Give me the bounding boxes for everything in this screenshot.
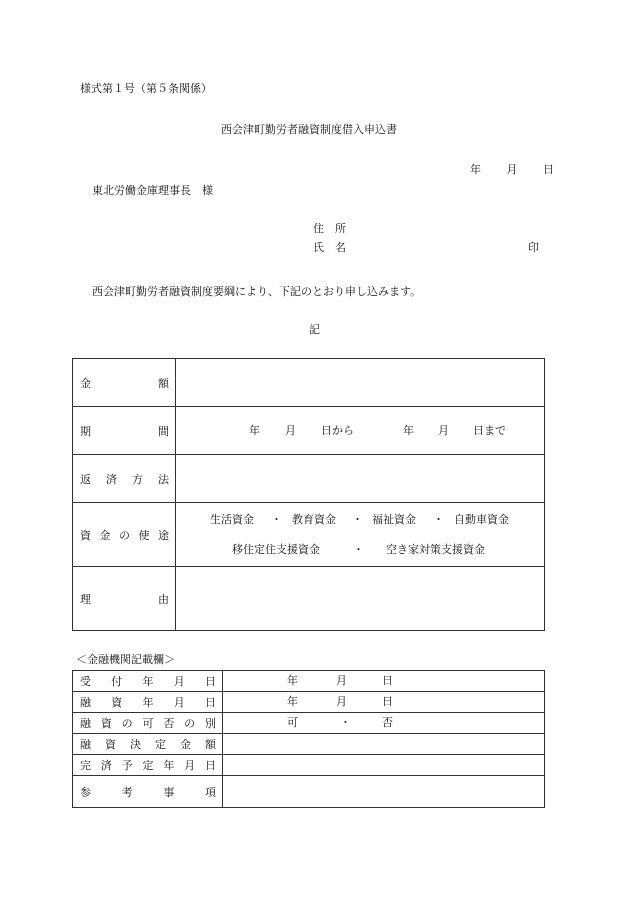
option-welfare[interactable]: 福祉資金 (372, 512, 416, 526)
repayment-row (73, 455, 545, 503)
date-year: 年 (470, 163, 481, 176)
purpose-row (73, 503, 545, 567)
reject-option[interactable]: 否 (382, 716, 393, 729)
amount-label: 金 額 (73, 359, 176, 407)
option-living[interactable]: 生活資金 (210, 512, 254, 526)
bank-table (72, 670, 545, 808)
loan-date-field[interactable]: 年 月 日 (223, 692, 545, 713)
bank-section-heading: ＜金融機関記載欄＞ (76, 653, 175, 666)
approve-option[interactable]: 可 (287, 716, 298, 729)
reason-label: 理 由 (73, 567, 176, 631)
bank-row-approval: 融 資 の 可 否 の 別 可 ・ 否 (73, 713, 545, 734)
period-field[interactable]: 年 月 日から 年 月 日まで (176, 407, 545, 455)
purpose-label: 資 金 の 使 途 (73, 503, 176, 567)
approval-field: 可 ・ 否 (223, 713, 545, 734)
completion-date-field[interactable] (223, 755, 545, 776)
address-label: 住 所 (313, 222, 346, 235)
form-title: 西会津町勤労者融資制度借入申込書 (221, 123, 397, 136)
seal-mark: 印 (528, 241, 539, 254)
notes-field[interactable] (223, 776, 545, 808)
application-statement: 西会津町勤労者融資制度要綱により、下記のとおり申し込みます。 (92, 285, 422, 298)
ki-heading: 記 (309, 323, 320, 336)
amount-field[interactable] (176, 359, 545, 407)
form-number: 様式第１号（第５条関係） (80, 82, 212, 95)
decided-amount-field[interactable] (223, 734, 545, 755)
addressee: 東北労働金庫理事長 様 (92, 184, 213, 197)
application-table (72, 358, 545, 631)
purpose-options: 生活資金 ・ 教育資金 ・ 福祉資金 ・ 自動車資金 移住定住支援資金 ・ 空き家対策支援資金 (176, 503, 545, 567)
reason-row (73, 567, 545, 631)
option-education[interactable]: 教育資金 (292, 512, 336, 526)
amount-row (73, 359, 545, 407)
bank-row-received-date: 受 付 年 月 日 年 月 日 (73, 671, 545, 692)
bank-row-notes: 参 考 事 項 (73, 776, 545, 808)
name-label: 氏 名 (313, 241, 346, 254)
bank-row-decided-amount: 融 資 決 定 金 額 (73, 734, 545, 755)
bank-row-loan-date: 融 資 年 月 日 年 月 日 (73, 692, 545, 713)
period-label: 期 間 (73, 407, 176, 455)
date-day: 日 (543, 163, 554, 176)
repayment-field[interactable] (176, 455, 545, 503)
option-vacant-house[interactable]: 空き家対策支援資金 (386, 542, 485, 556)
reason-field[interactable] (176, 567, 545, 631)
date-line (470, 163, 554, 177)
received-date-field[interactable]: 年 月 日 (223, 671, 545, 692)
period-row (73, 407, 545, 455)
date-month: 月 (506, 163, 518, 176)
repayment-label: 返 済 方 法 (73, 455, 176, 503)
option-car[interactable]: 自動車資金 (454, 512, 509, 526)
option-relocation[interactable]: 移住定住支援資金 (232, 542, 320, 556)
bank-row-completion-date: 完 済 予 定 年 月 日 (73, 755, 545, 776)
